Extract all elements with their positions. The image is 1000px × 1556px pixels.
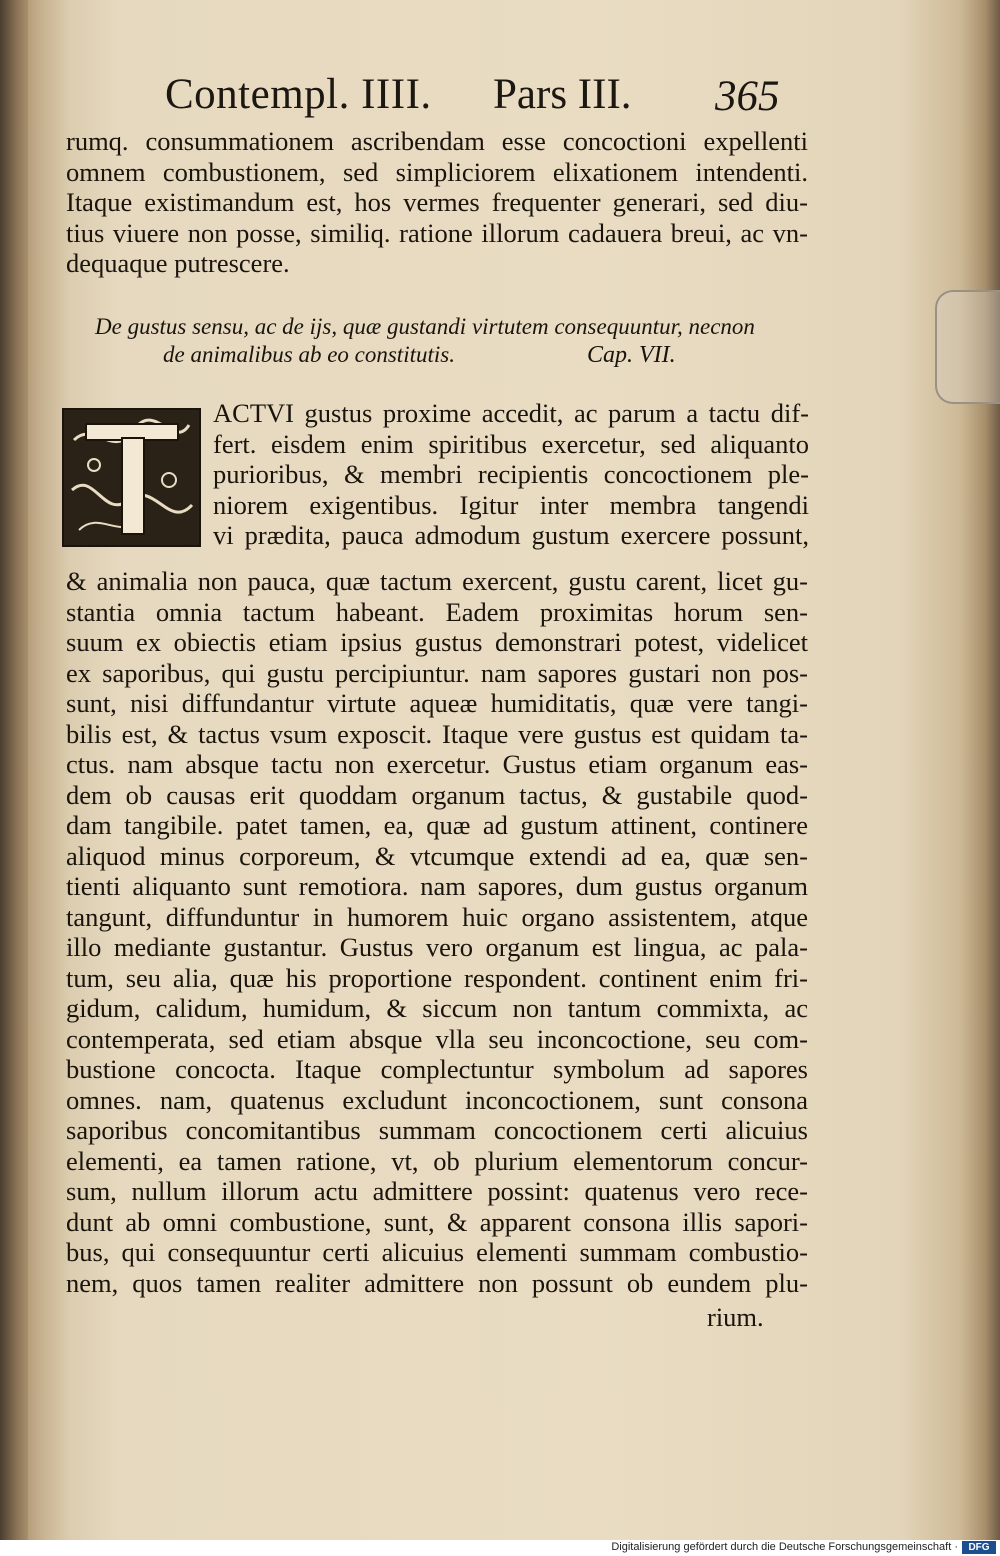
text-line: Itaque existimandum est, hos vermes frequenter generari, sed diu-: [66, 187, 808, 217]
text-line: omnem combustionem, sed simpliciorem elixationem intendenti.: [66, 156, 808, 187]
text-line: stantia omnia tactum habeant. Eadem proximitas horum sen-: [66, 596, 808, 627]
chapter-number: Cap. VII.: [587, 342, 676, 368]
text-line: ex saporibus, qui gustu percipiuntur. nam sapores gustari non pos-: [66, 657, 808, 688]
text-line: contemperata, sed etiam absque vlla seu inconcoctione, seu com-: [66, 1023, 808, 1054]
text-line: fert. eisdem enim spiritibus exercetur, sed aliquanto: [213, 428, 809, 459]
chapter-heading-line2: de animalibus ab eo constitutis.: [163, 342, 455, 367]
text-line: vi prædita, pauca admodum gustum exercere possunt,: [213, 520, 809, 550]
text-line: tius viuere non posse, similiq. ratione illorum cadauera breui, ac vn-: [66, 217, 808, 248]
text-line: aliquod minus corporeum, & vtcumque extendi ad ea, quæ sen-: [66, 840, 808, 871]
text-line: bus, qui consequuntur certi alicuius elementi summam combustio-: [66, 1237, 808, 1267]
text-line: dam tangibile. patet tamen, ea, quæ ad gustum attinent, continere: [66, 810, 808, 840]
text-line: tangunt, diffunduntur in humorem huic organo assistentem, atque: [66, 901, 808, 932]
chapter-heading-line1: De gustus sensu, ac de ijs, quæ gustandi virtutem consequuntur, necnon: [95, 314, 755, 339]
text-line: sunt, nisi diffundantur virtute aqueæ humiditatis, quæ vere tangi-: [66, 688, 808, 718]
text-line: elementi, ea tamen ratione, vt, ob plurium elementorum concur-: [66, 1145, 808, 1176]
text-line: purioribus, & membri recipientis concoctionem ple-: [213, 459, 809, 489]
dfg-logo: DFG: [962, 1541, 996, 1554]
header-title-left: Contempl. IIII.: [165, 71, 432, 118]
text-line: sum, nullum illorum actu admittere possint: quatenus vero rece-: [66, 1176, 808, 1206]
text-line: tum, seu alia, quæ his proportione respondent. continent enim fri-: [66, 962, 808, 993]
paragraph-2-indented: [213, 398, 809, 551]
text-line: ACTVI gustus proxime accedit, ac parum a tactu dif-: [213, 398, 809, 428]
text-line: dequaque putrescere.: [66, 248, 290, 278]
text-line: gidum, calidum, humidum, & siccum non tantum commixta, ac: [66, 993, 808, 1023]
text-line: illo mediante gustantur. Gustus vero organum est lingua, ac pala-: [66, 932, 808, 962]
footer-funding-text: Digitalisierung gefördert durch die Deutsche Forschungsgemeinschaft ·: [611, 1541, 958, 1553]
paragraph-1: [66, 126, 808, 279]
footer-bar: [0, 1540, 1000, 1556]
text-line: dem ob causas erit quoddam organum tactus, & gustabile quod-: [66, 779, 808, 810]
decorated-initial-ornament: [64, 410, 199, 545]
text-line: saporibus concomitantibus summam concoctionem certi alicuius: [66, 1115, 808, 1145]
catchword: rium.: [707, 1302, 764, 1332]
text-line: bustione concocta. Itaque complectuntur symbolum ad sapores: [66, 1054, 808, 1084]
page-tab-marker: [935, 290, 1000, 404]
text-line: ctus. nam absque tactu non exercetur. Gustus etiam organum eas-: [66, 749, 808, 779]
chapter-heading: [95, 313, 795, 369]
text-line: bilis est, & tactus vsum exposcit. Itaque vere gustus est quidam ta-: [66, 718, 808, 749]
text-line: niorem exigentibus. Igitur inter membra tangendi: [213, 489, 809, 520]
header-title-right: Pars III.: [493, 71, 632, 118]
text-line: suum ex obiectis etiam ipsius gustus demonstrari potest, videlicet: [66, 627, 808, 657]
text-line: rumq. consummationem ascribendam esse concoctioni expellenti: [66, 126, 808, 156]
text-line: dunt ab omni combustione, sunt, & apparent consona illis sapori-: [66, 1206, 808, 1237]
running-header: [0, 70, 1000, 120]
text-line: omnes. nam, quatenus excludunt inconcoctionem, sunt consona: [66, 1084, 808, 1115]
page-number: 365: [715, 73, 780, 120]
paragraph-2: [66, 566, 808, 1298]
decorated-initial-T: [62, 408, 201, 547]
text-line: & animalia non pauca, quæ tactum exercent, gustu carent, licet gu-: [66, 566, 808, 596]
book-gutter-edge: [0, 0, 28, 1556]
text-line: tienti aliquanto sunt remotiora. nam sapores, dum gustus organum: [66, 871, 808, 901]
text-line: nem, quos tamen realiter admittere non possunt ob eundem plu-: [66, 1267, 808, 1298]
